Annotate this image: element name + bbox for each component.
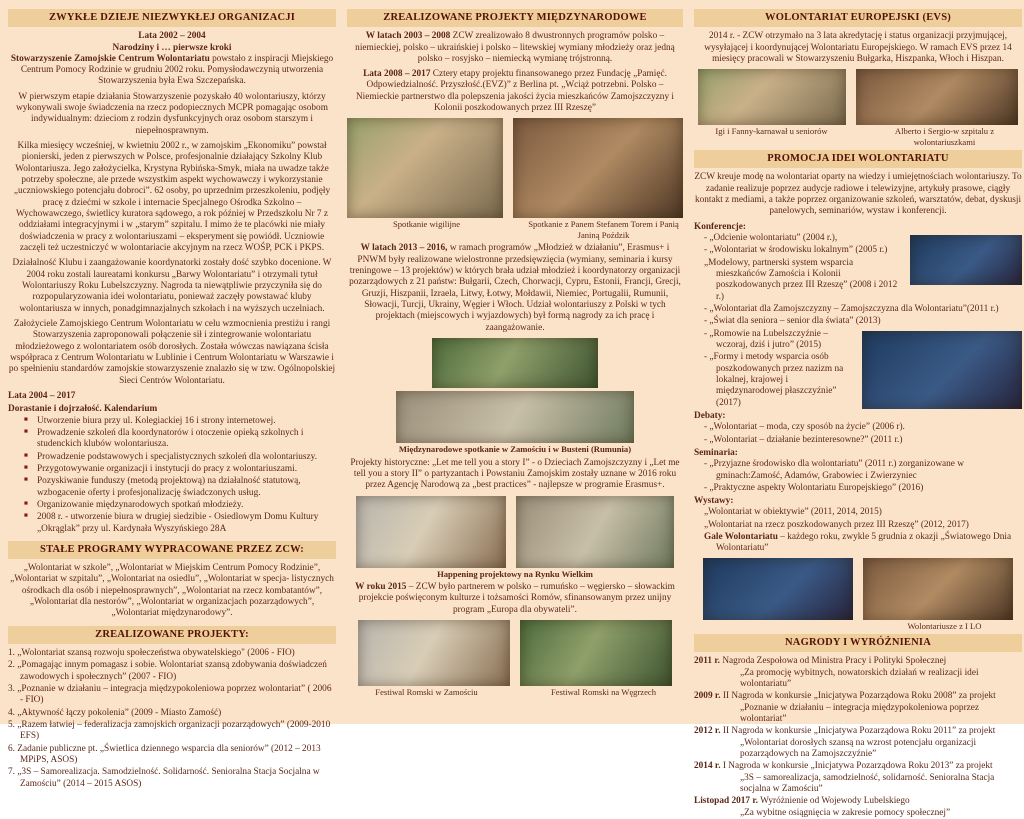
subtitle-narodziny: Narodziny i … pierwsze kroki: [112, 42, 232, 53]
calendar-bullet-list: [8, 416, 336, 535]
photo-volunteers-ilo: [863, 558, 1013, 620]
photo-row-meetings: [347, 118, 683, 218]
caption-stefan-meeting: Spotkanie z Panem Stefanem Torem i Panią Janiną Poździk: [528, 219, 679, 240]
photo-let-me-tell-you: [356, 496, 506, 568]
caption-row: [347, 687, 683, 697]
section-header-programs: STAŁE PROGRAMY WYPRACOWANE PRZEZ ZCW:: [8, 541, 336, 559]
conference-item: - „Odcienie wolontariatu” (2004 r.),: [704, 232, 838, 243]
subtitle-kalendarium: Dorastanie i dojrzałość. Kalendarium: [8, 404, 158, 415]
paragraph-school-club: Kilka miesięcy wcześniej, w kwietniu 2002 r., w zamojskim „Ekonomiku” powstał pionierski, jeden z pierwszych w Polsce, profesjonalnie działający Szkolny Klub Wolontariusza. Jego założycielka, Krystyna Rybińska-Smyk, miała na uwadze także potrzeby społeczne, ale przede wszystkim aspekt wychowawczy i wykorzystanie „uczniowskiego potencjału dobroci”. 62 osoby, po uprzednim przeszkoleniu, podjęły pracę z dziećmi w szkole i internacie Specjalnego Ośrodka Szkolno – Wychowawczego, świetlicy kuratora sądowego, a rok później w Przedszkolu Nr 7 z oddziałami integracyjnymi i w „starym” szpitalu. I mimo że te placówki nie miały doświadczenia w pracy z wolontariuszami – eksperyment się powiódł. Uczniowie zaczęli też uczestniczyć w wolontariacie akcyjnym na rzecz WOŚP, PCK i PKPS.: [13, 141, 331, 254]
projects-list: [8, 648, 336, 790]
photo-group-zamosc: [432, 338, 598, 388]
photo-conference-stage: [910, 235, 1022, 285]
calendar-item: ■ Prowadzenie szkoleń dla koordynatorów i otoczenie opieką szkolnych i studenckich klubów wolontariusza.: [22, 428, 336, 451]
award-item: Listopad 2017 r. Wyróżnienie od Wojewody Lubelskiego „Za wybitne osiągnięcia w zakresie pomocy społecznej”: [694, 796, 951, 818]
caption-international-meeting: Międzynarodowe spotkanie w Zamościu i w Busteni (Rumunia): [398, 444, 632, 455]
project-item: 3. „Poznanie w działaniu – integracja międzypokoleniowa poprzez wolontariat” ( 2006 - FIO): [8, 683, 332, 706]
paragraph-history-projects: Projekty historyczne: „Let me tell you a story I” - o Dzieciach Zamojszczyzny i „Let me tell you a story II” o partyzantach i Powstaniu Zamojskim zostały uznane w 2016 roku przez Agencję Narodową za „best practices” - najlepsze w programie Erasmus+.: [350, 457, 680, 491]
paragraph-founding: Stowarzyszenie Zamojskie Centrum Wolontariatu powstało z inspiracji Miejskiego Centrum Pomocy Rodzinie w grudniu 2002 roku. Pomysłodawczynią utworzenia Stowarzyszenia była Ewa Szczepańska.: [10, 53, 334, 87]
label-konferencje: Konferencje:: [694, 221, 746, 232]
calendar-item: ■ Przygotowywanie organizacji i instytucji do pracy z wolontariuszami.: [22, 464, 336, 475]
exhibition-item: „Wolontariat na rzecz poszkodowanych przez III Rzeszę” (2012, 2017): [704, 519, 969, 530]
project-item: 5. „Razem łatwiej – federalizacja zamojskich organizacji pozarządowych” (2009-2010 EFS): [8, 719, 331, 742]
caption-alberto-sergio: Alberto i Sergio-w szpitalu z wolontariuszkami: [894, 126, 995, 147]
conference-item: - „Wolontariat dla Zamojszczyzny – Zamojszczyzna dla Wolontariatu”(2011 r.): [704, 303, 999, 314]
paragraph-evs: 2014 r. - ZCW otrzymało na 3 lata akredytację i status organizacji przyjmującej, wysyłającej i koordynującej Wolontariatu Europejskiego. W ramach EVS przez 14 miesięcy pracowali w Stowarzyszeniu Bułgarka, Hiszpanka, Włoch i Hiszpan.: [704, 31, 1012, 64]
caption-roma-festival-hungary: Festiwal Romski na Węgrzech: [550, 687, 657, 697]
photo-row-gala: [694, 558, 1022, 620]
award-item: 2009 r. II Nagroda w konkursie „Inicjatywa Pozarządowa Roku 2008” za projekt „Poznanie w działaniu – integracja międzypokoleniowa poprzez wolontariat”: [694, 691, 996, 725]
paragraph-2008-2017: Lata 2008 – 2017 Cztery etapy projektu finansowanego przez Fundację „Pamięć. Odpowiedzialność. Przyszłość.(EVZ)” z Berlina pt. „Wciąż potrzebni. Polsko – Niemieckie partnerstwo dla polepszenia jakości życia mieszkańców Zamojszczyzny i Kolonii poszkodowanych przez III Rzeszę”: [355, 69, 675, 114]
paragraph-2013-2016: W latach 2013 – 2016, w ramach programów „Młodzież w działaniu”, Erasmus+ i PNWM były realizowane wielostronne przedsięwzięcia (wymiany, seminaria i kursy treningowe – 13 projektów) w których brała udział młodzież i koordynatorzy organizacji pozarządowych z 21 państw: Bułgarii, Czech, Chorwacji, Cypru, Estonii, Francji, Grecji, Gruzji, Hiszpanii, Izraela, Litwy, Łotwy, Mołdawii, Niemiec, Portugalii, Rumunii, Słowacji, Turcji, Ukrainy, Węgier i Włoch. Udział wolontariuszy z Polski w tych projektach (miejscowych i wyjazdowych) był formą nagrody za ich pracę i zaangażowanie.: [349, 243, 681, 333]
award-item: 2014 r. I Nagroda w konkursie „Inicjatywa Pozarządowa Roku 2013” za projekt „3S – samorealizacja, samodzielność, solidarność. Senioralna Stacja socjalna w Zamościu”: [694, 761, 995, 795]
paragraph-promocja: ZCW kreuje modę na wolontariat oparty na wiedzy i umiejętnościach wolontariuszy. To zadanie realizuje poprzez audycje radiowe i telewizyjne, artykuły prasowe, ciągły kontakt z mediami, a także poprzez organizowanie szkoleń, warsztatów, debat, dyskusji panelowych, seminariów, wystaw i konferencji.: [694, 172, 1022, 217]
seminar-item: - „Przyjazne środowisko dla wolontariatu” (2011 r.) zorganizowane w gminach:Zamość, Adamów, Grabowiec i Zwierzyniec: [704, 459, 964, 481]
conference-item: - „Formy i metody wsparcia osób poszkodowanych przez nazizm na lokalnej, krajowej i międzynarodowej płaszczyźnie” (2017): [704, 352, 844, 408]
paragraph-2015-roma: W roku 2015 – ZCW było partnerem w polsko – rumuńsko – węgiersko – słowackim projekcie poświęconym kulturze i tożsamości Romów, sfinansowanym przez unijny program „Europa dla obywateli”.: [355, 582, 675, 615]
photo-stack-international: [347, 338, 683, 443]
project-item: 2. „Pomagając innym pomagasz i sobie. Wolontariat szansą zdobywania doświadczeń zawodowych i społecznych” (2007 - FIO): [8, 660, 327, 682]
label-wystawy: Wystawy:: [694, 496, 734, 507]
caption-empty: [694, 621, 849, 631]
seminar-item: - „Praktyczne aspekty Wolontariatu Europejskiego” (2016): [704, 482, 924, 493]
section-header-history: ZWYKŁE DZIEJE NIEZWYKŁEJ ORGANIZACJI: [8, 9, 336, 27]
photo-stefan-meeting: [513, 118, 683, 218]
caption-happening: Happening projektowy na Rynku Wielkim: [437, 568, 593, 579]
section-header-promocja: PROMOCJA IDEI WOLONTARIATU: [694, 150, 1022, 168]
caption-row: [694, 621, 1022, 631]
debate-item: - „Wolontariat – działanie bezinteresowne?” (2011 r.): [704, 434, 903, 445]
conference-section: [694, 222, 1022, 556]
photo-roma-festival-hungary: [520, 620, 672, 686]
award-item: 2012 r. II Nagroda w konkursie „Inicjatywa Pozarządowa Roku 2011” za projekt „Wolontariat dorosłych szansą na wzrost potencjału organizacji pozarządowych na Zamojszczyźnie”: [694, 726, 996, 760]
caption-roma-festival-zamosc: Festiwal Romski w Zamościu: [375, 687, 478, 697]
photo-alberto-sergio: [856, 69, 1018, 125]
photo-roma-festival-zamosc: [358, 620, 510, 686]
paragraph-2003-2008: W latach 2003 – 2008 ZCW zrealizowało 8 dwustronnych programów polsko – niemieckiej, polsko – ukraińskiej i polsko – litewskiej wymiany młodzieży oraz jedną polsko – rosyjsko – niemiecką wymianę trójstronną.: [355, 31, 675, 64]
photo-row-evs: [694, 69, 1022, 125]
calendar-item: ■ Prowadzenie podstawowych i specjalistycznych szkoleń dla wolontariuszy.: [22, 452, 336, 463]
caption-row: [347, 219, 683, 240]
debate-item: - „Wolontariat – moda, czy sposób na życie” (2006 r).: [704, 422, 905, 433]
caption-row: [694, 126, 1022, 147]
awards-list: [694, 656, 1022, 819]
caption-igi-fanny: Igi i Fanny-karnawał u seniorów: [715, 126, 828, 137]
calendar-item: ■ 2008 r. - utworzenie biura w drugiej siedzibie - Osiedlowym Domu Kultury „Okrąglak” przy ul. Kardynała Wyszyńskiego 28A: [22, 512, 336, 535]
caption-christmas-meeting: Spotkanie wigilijne: [392, 219, 461, 230]
column-international: [347, 9, 683, 715]
column-evs-promo-awards: [694, 9, 1022, 818]
project-item: 6. Zadanie publiczne pt. „Świetlica dziennego wsparcia dla seniorów” (2012 – 2013 MPiPS, ASOS): [8, 743, 321, 765]
section-header-evs: WOLONTARIAT EUROPEJSKI (EVS): [694, 9, 1022, 27]
photo-row-festivals: [347, 620, 683, 686]
calendar-item: ■ Pozyskiwanie funduszy (metodą projektową) na działalność statutową, wzbogacenie oferty i profesjonalizację świadczonych usług.: [22, 476, 336, 499]
project-item: 4. „Aktywność łączy pokolenia” (2009 - Miasto Zamość): [8, 707, 222, 718]
calendar-item: ■ Utworzenie biura przy ul. Kolegiackiej 16 i strony internetowej.: [22, 416, 336, 427]
photo-group-busteni: [396, 391, 634, 443]
photo-igi-fanny: [698, 69, 846, 125]
section-header-projects: ZREALIZOWANE PROJEKTY:: [8, 626, 336, 644]
photo-gala-wolontariatu: [703, 558, 853, 620]
conference-item: - „Romowie na Lubelszczyźnie – wczoraj, dziś i jutro” (2015): [704, 328, 828, 350]
award-item: 2011 r. Nagroda Zespołowa od Ministra Pracy i Polityki Społecznej „Za promocję wybitnych, nowatorskich działań w realizacji idei wolontariatu”: [694, 656, 979, 690]
photo-debate-stage: [862, 331, 1022, 409]
conference-item: - „Świat dla seniora – senior dla świata” (2013): [704, 316, 881, 327]
paragraph-programs: „Wolontariat w szkole”, „Wolontariat w Miejskim Centrum Pomocy Rodzinie”, „Wolontariat w szpitalu”, „Wolontariat na osiedlu”, „Wolontariat w specja- listycznych ośrodkach dla osób i niepełnosprawnych”, „Wolontariat na rzecz kombatantów”, „Wolontariat dla nestorów”, „Wolontariat w organizacjach pozarządowych”, „Wolontariat międzynarodowy”.: [10, 563, 334, 619]
paragraph-integration: Założyciele Zamojskiego Centrum Wolontariatu w celu wzmocnienia prestiżu i rangi Stowarzyszenia zaproponowali połączenie sił i zintegrowanie wolontariatu młodzieżowego z wolontariatem osób dorosłych. Została wówczas nawiązana ścisła współpraca z Centrum Wolontariatu w Lublinie i Centrum Wolontariatu w Warszawie i po spełnieniu standardów zamojskie stowarzyszenie znalazło się w tzw. Ogólnopolskiej Sieci Centrów Wolontariatu.: [8, 319, 336, 386]
paragraph-first-stage: W pierwszym etapie działania Stowarzyszenie pozyskało 40 wolontariuszy, którzy wykonywali swoje świadczenia na rzecz podopiecznych MCPR pomagając osobom indywidualnym: dzieciom z rodzin dysfunkcyjnych oraz osobom starszym i niepełnosprawnym.: [16, 91, 328, 136]
conference-item: - „Wolontariat w środowisku lokalnym” (2005 r.): [704, 245, 888, 256]
exhibition-item: „Wolontariat w obiektywie” (2011, 2014, 2015): [704, 507, 882, 518]
calendar-item: ■ Organizowanie międzynarodowych spotkań młodzieży.: [22, 500, 336, 511]
photo-rynek-happening: [516, 496, 674, 568]
photo-row-happening: [347, 496, 683, 568]
caption-volunteers-ilo: Wolontariusze z I LO: [907, 620, 982, 631]
org-name: Stowarzyszenie Zamojskie Centrum Wolontariatu: [10, 53, 210, 64]
years-2002-2004: Lata 2002 – 2004: [138, 31, 206, 42]
project-item: 1. „Wolontariat szansą rozwoju społeczeństwa obywatelskiego" (2006 - FIO): [8, 647, 295, 658]
years-2004-2017: Lata 2004 – 2017: [8, 391, 76, 402]
project-item: 7. „3S – Samorealizacja. Samodzielność. Solidarność. Senioralna Stacja Socjalna w Zamościu” (2014 – 2015 ASOS): [8, 767, 320, 789]
photo-christmas-meeting: [347, 118, 503, 218]
label-seminaria: Seminaria:: [694, 447, 738, 458]
gala-item: Gale Wolontariatu – każdego roku, zwykle 5 grudnia z okazji „Światowego Dnia Wolontariatu”: [704, 532, 1012, 554]
column-history: [8, 9, 336, 789]
label-debaty: Debaty:: [694, 410, 726, 421]
conference-item: „Modelowy, partnerski system wsparcia mieszkańców Zamościa i Kolonii poszkodowanych przez III Rzeszę” (2008 i 2012 r.): [704, 257, 898, 302]
paragraph-award-2004: Działalność Klubu i zaangażowanie koordynatorki zostały dość szybko docenione. W 2004 roku zostali laureatami konkursu „Barwy Wolontariatu” i otrzymali tytuł Wolontariuszy Roku Lubelszczyzny. Nagroda ta niewątpliwie przyczyniła się do rozpopularyzowania idei wolontariatu, ponieważ zaczęły powstawać kluby wolontariusza w innych, ponadgimnazjalnych szkołach i na wyższych uczelniach.: [12, 258, 332, 314]
section-header-international: ZREALIZOWANE PROJEKTY MIĘDZYNARODOWE: [347, 9, 683, 27]
section-header-nagrody: NAGRODY I WYRÓŻNIENIA: [694, 634, 1022, 652]
